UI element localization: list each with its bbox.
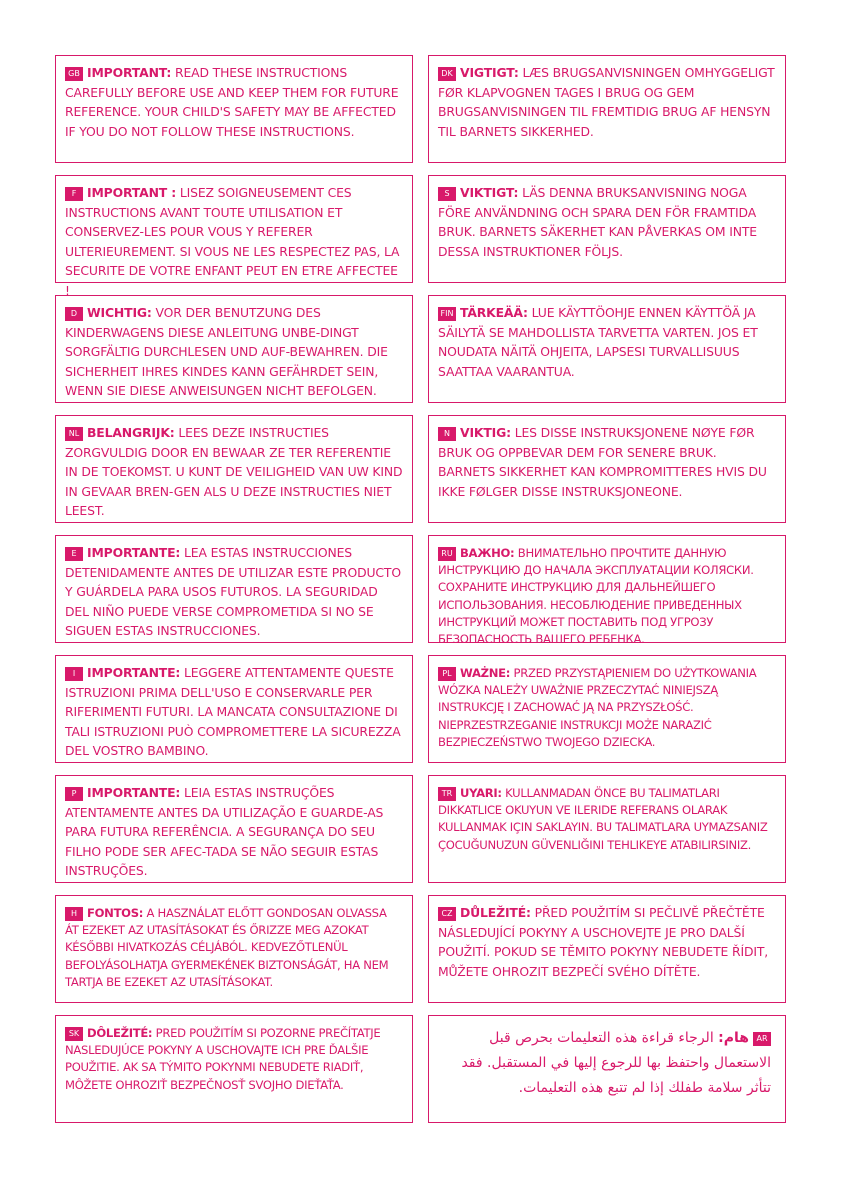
instruction-keyword: IMPORTANTE: [87, 545, 181, 560]
instruction-text: ВНИМАТЕЛЬНО ПРОЧТИТЕ ДАННУЮ ИНСТРУКЦИЮ ДО НАЧАЛА ЭКСПЛУАТАЦИИ КОЛЯСКИ. СОХРАНИТЕ ИНСТРУКЦИЮ ДЛЯ ДАЛЬНЕЙШЕГО ИСПОЛЬЗОВАНИЯ. НЕСОБЛЮДЕНИЕ ПРИВЕДЕННЫХ ИНСТРУКЦИЙ МОЖЕТ ПОСТАВИТЬ ПОД УГРОЗУ БЕЗОПАСНОСТЬ ВАШЕГО РЕБЕНКА. [438, 546, 754, 647]
instruction-keyword: ВАЖНО: [460, 546, 515, 560]
instruction-block-cz [428, 895, 786, 1003]
instruction-text: KULLANMADAN ÖNCE BU TALIMATLARI DIKKATLICE OKUYUN VE ILERIDE REFERANS OLARAK KULLANMAK IÇIN SAKLAYIN. BU TALIMATLARA UYMAZSANIZ ÇOCUĞUNUZUN GÜVENLIĞINI TEHLIKEYE ATABILIRSINIZ. [438, 786, 768, 852]
instruction-keyword: TÄRKEÄÄ: [460, 305, 528, 320]
instruction-text: الرجاء قراءة هذه التعليمات بحرص قبل الاستعمال واحتفظ بها للرجوع إليها في المستقبل. فقد تتأثر سلامة طفلك إذا لم تتبع هذه التعليمات. [461, 1030, 771, 1096]
instruction-keyword: هام: [718, 1030, 749, 1046]
language-badge: CZ [438, 907, 456, 921]
instruction-keyword: IMPORTANTE: [87, 785, 181, 800]
language-badge: RU [438, 547, 456, 561]
instruction-keyword: BELANGRIJK: [87, 425, 175, 440]
instruction-keyword: IMPORTANT : [87, 185, 177, 200]
language-badge: D [65, 307, 83, 321]
instruction-block-dk [428, 55, 786, 163]
instruction-block-p [55, 775, 413, 883]
instruction-text: VOR DER BENUTZUNG DES KINDERWAGENS DIESE ANLEITUNG UNBE-DINGT SORGFÄLTIG DURCHLESEN UND AUF-BEWAHREN. DIE SICHERHEIT IHRES KINDES KANN GEFÄHRDET SEIN, WENN SIE DIESE ANWEISUNGEN NICHT BEFOLGEN. [65, 305, 388, 399]
instruction-block-i [55, 655, 413, 763]
instruction-text: LEES DEZE INSTRUCTIES ZORGVULDIG DOOR EN BEWAAR ZE TER REFERENTIE IN DE TOEKOMST. U KUNT DE VEILIGHEID VAN UW KIND IN GEVAAR BREN-GEN ALS U DEZE INSTRUCTIES NIET LEEST. [65, 425, 403, 519]
language-badge: S [438, 187, 456, 201]
instruction-text: LEGGERE ATTENTAMENTE QUESTE ISTRUZIONI PRIMA DELL'USO E CONSERVARLE PER RIFERIMENTI FUTURI. LA MANCATA CONSULTAZIONE DI TALI ISTRUZIONI PUÒ COMPROMETTERE LA SICUREZZA DEL VOSTRO BAMBINO. [65, 665, 401, 759]
language-badge: NL [65, 427, 83, 441]
instruction-block-tr [428, 775, 786, 883]
language-badge: DK [438, 67, 456, 81]
instruction-text: LEIA ESTAS INSTRUÇÕES ATENTAMENTE ANTES DA UTILIZAÇÃO E GUARDE-AS PARA FUTURA REFERÊNCIA. A SEGURANÇA DO SEU FILHO PODE SER AFEC-TADA SE NÃO SEGUIR ESTAS INSTRUÇÕES. [65, 785, 384, 879]
instruction-keyword: VIKTIGT: [460, 185, 519, 200]
instruction-keyword: FONTOS: [87, 906, 144, 920]
instruction-text: PRED POUŽITÍM SI POZORNE PREČÍTATJE NASLEDUJÚCE POKYNY A USCHOVAJTE ICH PRE ĎALŠIE POUŽITIE. AK SA TÝMITO POKYNMI NEBUDETE RIADIŤ, MÔŽETE OHROZIŤ BEZPEČNOSŤ SVOJHO DIEŤAŤA. [65, 1026, 381, 1092]
instruction-text: PRZED PRZYSTĄPIENIEM DO UŻYTKOWANIA WÓZKA NALEŻY UWAŻNIE PRZECZYTAĆ NINIEJSZĄ INSTRUKCJĘ I ZACHOWAĆ JĄ NA PRZYSZŁOŚĆ. NIEPRZESTRZEGANIE INSTRUKCJI MOŻE NARAZIĆ BEZPIECZEŃSTWO TWOJEGO DZIECKA. [438, 666, 757, 749]
language-badge: AR [753, 1032, 771, 1046]
instruction-block-ru [428, 535, 786, 647]
instruction-block-d [55, 295, 413, 403]
language-badge: GB [65, 67, 83, 81]
instruction-block-s [428, 175, 786, 283]
instruction-text: LÄS DENNA BRUKSANVISNING NOGA FÖRE ANVÄNDNING OCH SPARA DEN FÖR FRAMTIDA BRUK. BARNETS SÄKERHET KAN PÅVERKAS OM INTE DESSA INSTRUKTIONER FÖLJS. [438, 185, 757, 259]
instruction-block-nl [55, 415, 413, 523]
instruction-keyword: WICHTIG: [87, 305, 152, 320]
instruction-keyword: DŮLEŽITÉ: [460, 905, 531, 920]
instruction-text: LÆS BRUGSANVISNINGEN OMHYGGELIGT FØR KLAPVOGNEN TAGES I BRUG OG GEM BRUGSANVISNINGEN TIL FREMTIDIG BRUG AF HENSYN TIL BARNETS SIKKERHED. [438, 65, 775, 139]
instruction-block-h [55, 895, 413, 1003]
instruction-text: LEA ESTAS INSTRUCCIONES DETENIDAMENTE ANTES DE UTILIZAR ESTE PRODUCTO Y GUÁRDELA PARA USOS FUTUROS. LA SEGURIDAD DEL NIÑO PUEDE VERSE COMPROMETIDA SI NO SE SIGUEN ESTAS INSTRUCCIONES. [65, 545, 401, 639]
instruction-keyword: DÔLEŽITÉ: [87, 1026, 153, 1040]
instruction-block-fin [428, 295, 786, 403]
instruction-block-pl [428, 655, 786, 763]
language-badge: SK [65, 1027, 83, 1041]
language-badge: I [65, 667, 83, 681]
language-badge: F [65, 187, 83, 201]
instruction-text: LUE KÄYTTÖOHJE ENNEN KÄYTTÖÄ JA SÄILYTÄ SE MAHDOLLISTA TARVETTA VARTEN. JOS ET NOUDATA NÄITÄ OHJEITA, LAPSESI TURVALLISUUS SAATTAA VAARANTUA. [438, 305, 758, 379]
instruction-text: PŘED POUŽITÍM SI PEČLIVĚ PŘEČTĚTE NÁSLEDUJÍCÍ POKYNY A USCHOVEJTE JE PRO DALŠÍ POUŽITÍ. POKUD SE TĚMITO POKYNY NEBUDETE ŘÍDIT, MŮŽETE OHROZIT BEZPEČÍ SVÉHO DÍTĚTE. [438, 905, 769, 979]
instructions-grid [55, 55, 778, 1123]
instruction-block-n [428, 415, 786, 523]
instruction-block-f [55, 175, 413, 298]
instruction-keyword: WAŻNE: [460, 666, 511, 680]
language-badge: H [65, 907, 83, 921]
language-badge: FIN [438, 307, 456, 321]
instruction-block-sk [55, 1015, 413, 1123]
instruction-text: A HASZNÁLAT ELŐTT GONDOSAN OLVASSA ÁT EZEKET AZ UTASÍTÁSOKAT ÉS ŐRIZZE MEG AZOKAT KÉSŐBBI HIVATKOZÁS CÉLJÁBÓL. KEDVEZŐTLENÜL BEFOLYÁSOLHATJA GYERMEKÉNEK BIZTONSÁGÁT, HA NEM TARTJA BE EZEKET AZ UTASÍTÁSOKAT. [65, 906, 389, 989]
instruction-keyword: IMPORTANTE: [87, 665, 181, 680]
instruction-text: LISEZ SOIGNEUSEMENT CES INSTRUCTIONS AVANT TOUTE UTILISATION ET CONSERVEZ-LES POUR VOUS Y REFERER ULTERIEUREMENT. SI VOUS NE LES RESPECTEZ PAS, LA SECURITE DE VOTRE ENFANT PEUT EN ETRE AFFECTEE ! [65, 185, 400, 298]
language-badge: P [65, 787, 83, 801]
instruction-block-e [55, 535, 413, 643]
language-badge: PL [438, 667, 456, 681]
language-badge: E [65, 547, 83, 561]
instruction-text: LES DISSE INSTRUKSJONENE NØYE FØR BRUK OG OPPBEVAR DEM FOR SENERE BRUK. BARNETS SIKKERHET KAN KOMPROMITTERES HVIS DU IKKE FØLGER DISSE INSTRUKSJONEONE. [438, 425, 767, 499]
instruction-keyword: IMPORTANT: [87, 65, 172, 80]
language-badge: N [438, 427, 456, 441]
instruction-block-gb [55, 55, 413, 163]
instruction-keyword: VIKTIG: [460, 425, 511, 440]
language-badge: TR [438, 787, 456, 801]
instruction-block-ar [428, 1015, 786, 1123]
instruction-text: READ THESE INSTRUCTIONS CAREFULLY BEFORE USE AND KEEP THEM FOR FUTURE REFERENCE. YOUR CHILD'S SAFETY MAY BE AFFECTED IF YOU DO NOT FOLLOW THESE INSTRUCTIONS. [65, 65, 399, 139]
instruction-keyword: UYARI: [460, 786, 502, 800]
instruction-keyword: VIGTIGT: [460, 65, 519, 80]
